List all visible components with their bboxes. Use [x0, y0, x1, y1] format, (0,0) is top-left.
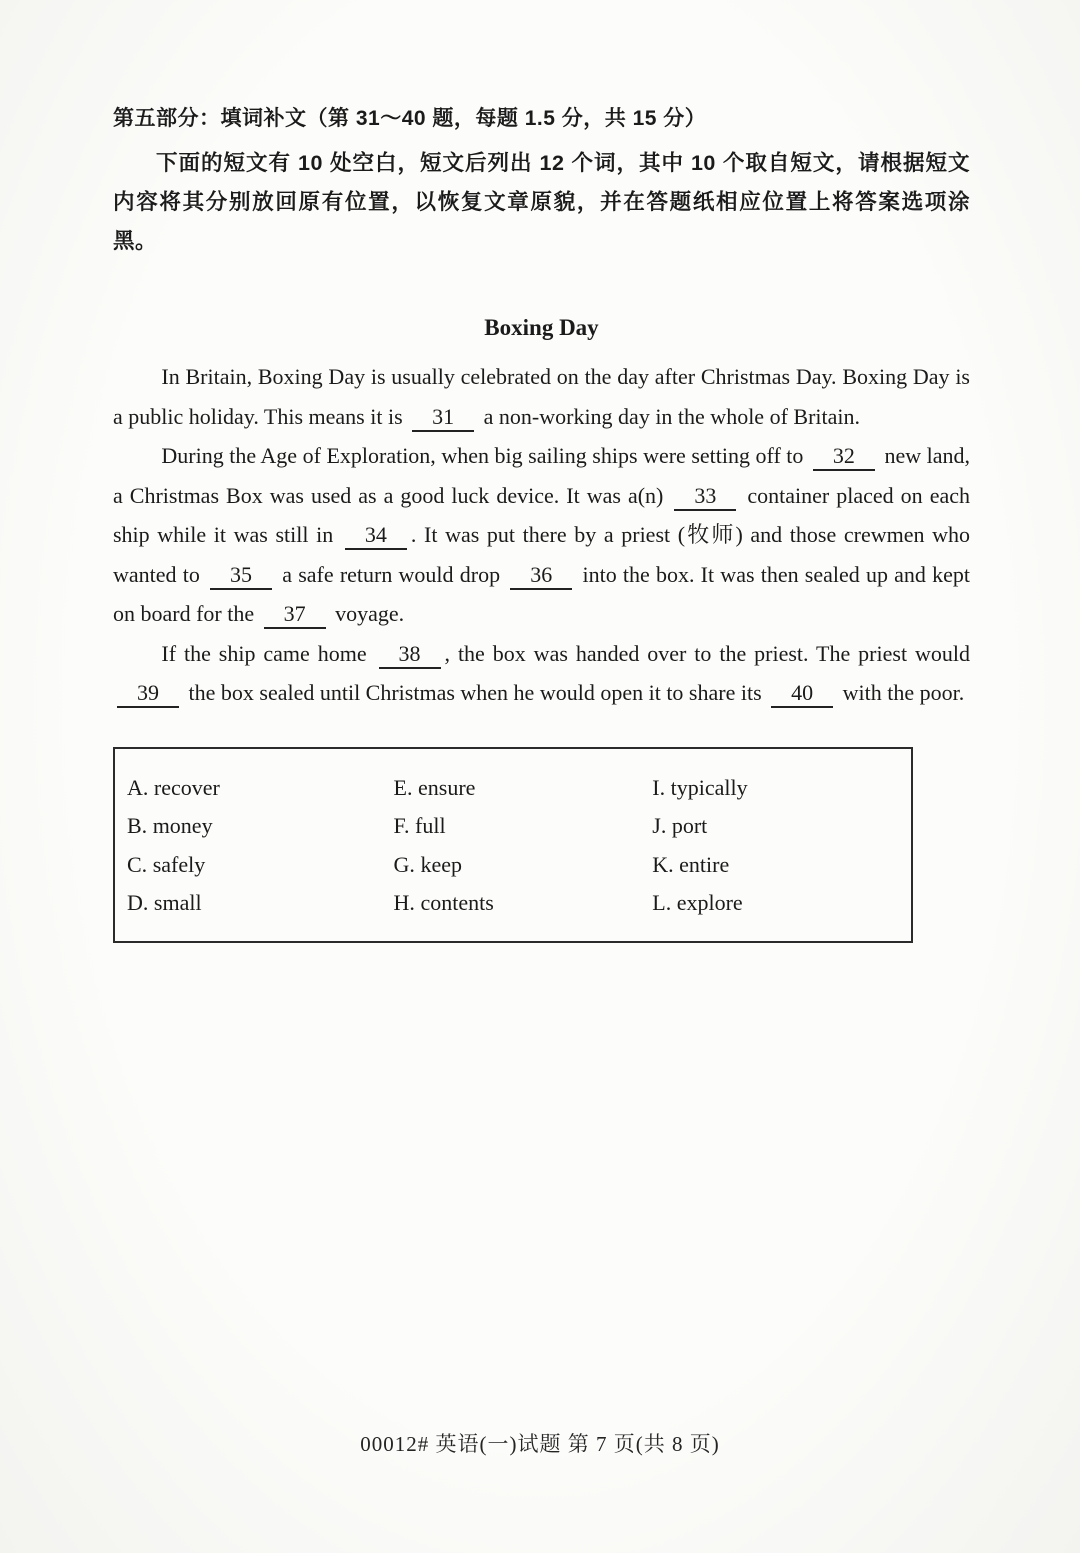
word-option-word: port: [666, 813, 708, 838]
word-option-letter: L.: [652, 890, 672, 915]
word-option-L: [652, 884, 911, 923]
word-option-word: ensure: [412, 774, 476, 800]
blank-35: 35: [210, 563, 272, 590]
word-option-word: full: [409, 813, 446, 838]
word-option-I: [652, 769, 911, 808]
word-bank-grid: [127, 769, 911, 923]
word-option-K: [652, 846, 911, 885]
word-option-A: [127, 769, 394, 808]
passage-paragraph: In Britain, Boxing Day is usually celebrated on the day after Christmas Day. Boxing Day is a public holiday. This means it is 31 a non-working day in the whole of Britain.: [113, 357, 970, 436]
word-option-letter: J.: [652, 813, 667, 838]
word-option-word: recover: [148, 774, 220, 800]
word-option-word: small: [148, 890, 202, 915]
blank-34: 34: [345, 523, 407, 550]
page-footer: 00012# 英语(一)试题 第 7 页(共 8 页): [360, 1432, 720, 1456]
passage-paragraph: If the ship came home 38 , the box was handed over to the priest. The priest would 39 the box sealed until Christmas when he would open it to share its 40 with the poor.: [113, 634, 970, 713]
section-header: 第五部分：填词补文（第 31～40 题，每题 1.5 分，共 15 分）: [113, 107, 707, 130]
word-option-letter: I.: [652, 774, 666, 800]
blank-37: 37: [264, 602, 326, 629]
word-option-letter: D.: [127, 890, 149, 915]
word-option-letter: F.: [393, 813, 410, 838]
blank-39: 39: [117, 681, 179, 708]
blank-38: 38: [379, 642, 441, 669]
passage-paragraph: During the Age of Exploration, when big sailing ships were setting off to 32 new land, a Christmas Box was used as a good luck device. It was a(n) 33 container placed on each ship while it was still in 34 . It was put there by a priest (牧师) and those crewmen who wanted to 35 a safe return would drop 36 into the box. It was then sealed up and kept on board for the 37 voyage.: [113, 436, 970, 634]
word-option-word: money: [147, 813, 213, 838]
word-option-E: [394, 769, 653, 808]
word-option-J: [652, 807, 911, 846]
blank-32: 32: [813, 444, 875, 471]
word-option-word: entire: [673, 851, 730, 877]
word-option-B: [127, 807, 394, 846]
blank-31: 31: [412, 405, 474, 432]
word-option-word: typically: [665, 774, 748, 800]
word-bank: [113, 747, 913, 943]
word-option-letter: C.: [127, 851, 148, 877]
word-option-G: [394, 846, 653, 885]
word-option-word: keep: [414, 851, 462, 877]
blank-40: 40: [771, 681, 833, 708]
word-option-letter: H.: [393, 890, 415, 915]
word-option-F: [394, 807, 653, 846]
word-option-letter: A.: [127, 774, 149, 800]
word-option-C: [127, 846, 394, 885]
word-option-letter: E.: [393, 774, 413, 800]
word-option-D: [127, 884, 394, 923]
word-option-letter: G.: [393, 851, 415, 877]
word-option-letter: K.: [652, 851, 674, 877]
word-option-word: safely: [147, 851, 206, 877]
blank-36: 36: [510, 563, 572, 590]
word-option-word: explore: [671, 890, 743, 915]
passage-title: Boxing Day: [484, 315, 599, 340]
page-content: [113, 100, 970, 943]
passage-body: [113, 357, 970, 713]
blank-33: 33: [674, 484, 736, 511]
word-option-word: contents: [414, 890, 494, 915]
section-instructions: 下面的短文有 10 处空白，短文后列出 12 个词，其中 10 个取自短文，请根据短文内容将其分别放回原有位置，以恢复文章原貌，并在答题纸相应位置上将答案选项涂黑。: [113, 151, 970, 253]
word-option-H: [394, 884, 653, 923]
word-option-letter: B.: [127, 813, 148, 838]
